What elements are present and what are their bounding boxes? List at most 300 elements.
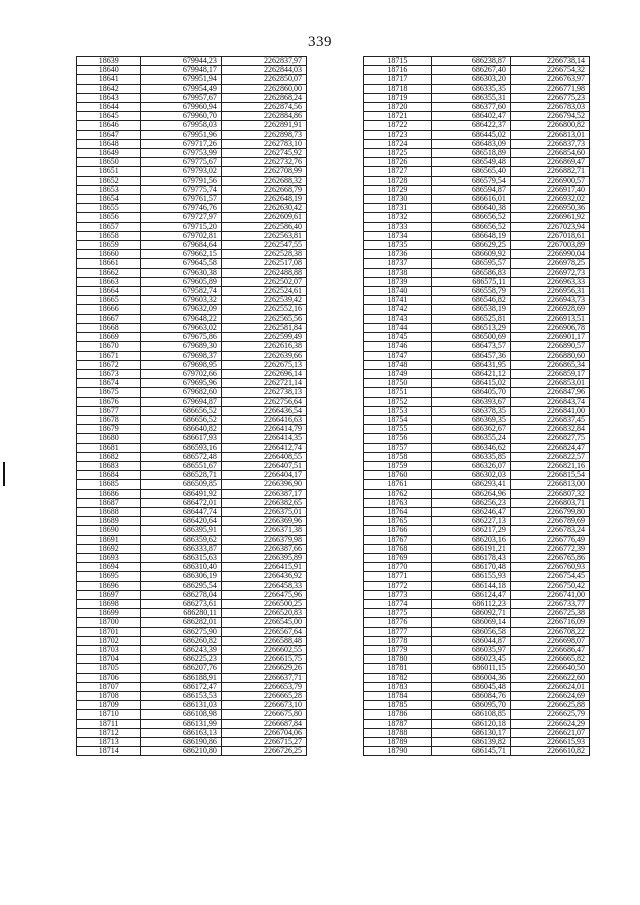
x-coordinate-cell: 686500,69 xyxy=(431,333,510,342)
point-id-cell: 18691 xyxy=(77,535,141,544)
x-coordinate-cell: 679951,94 xyxy=(141,75,222,84)
table-row xyxy=(364,452,590,461)
table-row xyxy=(364,314,590,323)
y-coordinate-cell: 2266882,71 xyxy=(510,167,589,176)
table-row xyxy=(364,461,590,470)
point-id-cell: 18734 xyxy=(364,231,432,240)
y-coordinate-cell: 2266382,65 xyxy=(221,498,306,507)
coordinates-table-right-body xyxy=(364,57,590,756)
point-id-cell: 18668 xyxy=(77,323,141,332)
x-coordinate-cell: 686306,19 xyxy=(141,572,222,581)
x-coordinate-cell: 686108,85 xyxy=(431,710,510,719)
point-id-cell: 18653 xyxy=(77,185,141,194)
table-row xyxy=(364,323,590,332)
table-row xyxy=(364,75,590,84)
y-coordinate-cell: 2266637,71 xyxy=(221,673,306,682)
table-row xyxy=(77,66,307,75)
point-id-cell: 18732 xyxy=(364,213,432,222)
y-coordinate-cell: 2266675,80 xyxy=(221,710,306,719)
x-coordinate-cell: 686315,63 xyxy=(141,553,222,562)
point-id-cell: 18659 xyxy=(77,241,141,250)
point-id-cell: 18695 xyxy=(77,572,141,581)
y-coordinate-cell: 2266799,80 xyxy=(510,507,589,516)
point-id-cell: 18762 xyxy=(364,489,432,498)
x-coordinate-cell: 686023,45 xyxy=(431,655,510,664)
table-row xyxy=(77,646,307,655)
point-id-cell: 18700 xyxy=(77,618,141,627)
table-row xyxy=(364,526,590,535)
point-id-cell: 18682 xyxy=(77,452,141,461)
point-id-cell: 18696 xyxy=(77,581,141,590)
y-coordinate-cell: 2266841,00 xyxy=(510,406,589,415)
table-row xyxy=(364,646,590,655)
table-row xyxy=(364,655,590,664)
x-coordinate-cell: 686303,20 xyxy=(431,75,510,84)
table-row xyxy=(77,572,307,581)
y-coordinate-cell: 2262565,56 xyxy=(221,314,306,323)
y-coordinate-cell: 2266880,60 xyxy=(510,351,589,360)
x-coordinate-cell: 686629,25 xyxy=(431,241,510,250)
x-coordinate-cell: 686447,74 xyxy=(141,507,222,516)
table-row xyxy=(364,710,590,719)
y-coordinate-cell: 2266715,27 xyxy=(221,738,306,747)
x-coordinate-cell: 686120,18 xyxy=(431,719,510,728)
point-id-cell: 18755 xyxy=(364,425,432,434)
x-coordinate-cell: 686369,35 xyxy=(431,415,510,424)
x-coordinate-cell: 679960,94 xyxy=(141,103,222,112)
table-row xyxy=(77,609,307,618)
x-coordinate-cell: 686178,43 xyxy=(431,553,510,562)
x-coordinate-cell: 686217,29 xyxy=(431,526,510,535)
point-id-cell: 18701 xyxy=(77,627,141,636)
point-id-cell: 18746 xyxy=(364,342,432,351)
point-id-cell: 18749 xyxy=(364,369,432,378)
x-coordinate-cell: 679632,09 xyxy=(141,305,222,314)
point-id-cell: 18742 xyxy=(364,305,432,314)
table-row xyxy=(77,176,307,185)
table-row xyxy=(77,388,307,397)
table-row xyxy=(77,480,307,489)
y-coordinate-cell: 2262844,03 xyxy=(221,66,306,75)
table-row xyxy=(77,84,307,93)
table-row xyxy=(77,526,307,535)
table-row xyxy=(77,57,307,66)
table-row xyxy=(77,185,307,194)
point-id-cell: 18640 xyxy=(77,66,141,75)
point-id-cell: 18688 xyxy=(77,507,141,516)
point-id-cell: 18710 xyxy=(77,710,141,719)
point-id-cell: 18667 xyxy=(77,314,141,323)
y-coordinate-cell: 2262675,13 xyxy=(221,360,306,369)
table-row xyxy=(364,480,590,489)
x-coordinate-cell: 686191,21 xyxy=(431,544,510,553)
y-coordinate-cell: 2266615,93 xyxy=(510,738,589,747)
table-row xyxy=(364,57,590,66)
y-coordinate-cell: 2266404,17 xyxy=(221,471,306,480)
table-row xyxy=(77,517,307,526)
y-coordinate-cell: 2262609,61 xyxy=(221,213,306,222)
table-row xyxy=(364,360,590,369)
margin-mark xyxy=(3,462,5,486)
point-id-cell: 18719 xyxy=(364,93,432,102)
point-id-cell: 18739 xyxy=(364,277,432,286)
x-coordinate-cell: 686056,58 xyxy=(431,627,510,636)
x-coordinate-cell: 686131,03 xyxy=(141,701,222,710)
point-id-cell: 18750 xyxy=(364,379,432,388)
point-id-cell: 18783 xyxy=(364,682,432,691)
table-row xyxy=(364,517,590,526)
point-id-cell: 18704 xyxy=(77,655,141,664)
point-id-cell: 18788 xyxy=(364,728,432,737)
y-coordinate-cell: 2266961,92 xyxy=(510,213,589,222)
x-coordinate-cell: 686188,91 xyxy=(141,673,222,682)
table-row xyxy=(77,618,307,627)
table-row xyxy=(364,489,590,498)
coordinates-table-left-body xyxy=(77,57,307,756)
y-coordinate-cell: 2266726,25 xyxy=(221,747,306,756)
table-row xyxy=(77,121,307,130)
table-row xyxy=(77,139,307,148)
x-coordinate-cell: 686095,70 xyxy=(431,701,510,710)
point-id-cell: 18759 xyxy=(364,461,432,470)
y-coordinate-cell: 2266369,96 xyxy=(221,517,306,526)
y-coordinate-cell: 2262524,61 xyxy=(221,287,306,296)
x-coordinate-cell: 686238,87 xyxy=(431,57,510,66)
point-id-cell: 18716 xyxy=(364,66,432,75)
y-coordinate-cell: 2266827,75 xyxy=(510,434,589,443)
y-coordinate-cell: 2262860,00 xyxy=(221,84,306,93)
table-row xyxy=(364,738,590,747)
y-coordinate-cell: 2266640,50 xyxy=(510,664,589,673)
point-id-cell: 18737 xyxy=(364,259,432,268)
x-coordinate-cell: 686558,79 xyxy=(431,287,510,296)
y-coordinate-cell: 2266741,00 xyxy=(510,590,589,599)
table-row xyxy=(364,204,590,213)
x-coordinate-cell: 679603,32 xyxy=(141,296,222,305)
x-coordinate-cell: 679958,03 xyxy=(141,121,222,130)
table-row xyxy=(364,213,590,222)
point-id-cell: 18718 xyxy=(364,84,432,93)
point-id-cell: 18643 xyxy=(77,93,141,102)
x-coordinate-cell: 679605,89 xyxy=(141,277,222,286)
y-coordinate-cell: 2266396,90 xyxy=(221,480,306,489)
table-row xyxy=(77,434,307,443)
y-coordinate-cell: 2266772,39 xyxy=(510,544,589,553)
point-id-cell: 18785 xyxy=(364,701,432,710)
table-row xyxy=(364,176,590,185)
y-coordinate-cell: 2266837,73 xyxy=(510,139,589,148)
x-coordinate-cell: 679954,49 xyxy=(141,84,222,93)
x-coordinate-cell: 686405,70 xyxy=(431,388,510,397)
y-coordinate-cell: 2266913,51 xyxy=(510,314,589,323)
table-row xyxy=(364,287,590,296)
table-row xyxy=(364,471,590,480)
point-id-cell: 18730 xyxy=(364,195,432,204)
y-coordinate-cell: 2266813,00 xyxy=(510,480,589,489)
point-id-cell: 18708 xyxy=(77,692,141,701)
y-coordinate-cell: 2266943,73 xyxy=(510,296,589,305)
y-coordinate-cell: 2266375,01 xyxy=(221,507,306,516)
table-row xyxy=(364,682,590,691)
point-id-cell: 18651 xyxy=(77,167,141,176)
table-row xyxy=(77,314,307,323)
y-coordinate-cell: 2266890,57 xyxy=(510,342,589,351)
table-row xyxy=(77,268,307,277)
point-id-cell: 18784 xyxy=(364,692,432,701)
x-coordinate-cell: 679698,95 xyxy=(141,360,222,369)
x-coordinate-cell: 679702,81 xyxy=(141,231,222,240)
y-coordinate-cell: 2266783,03 xyxy=(510,103,589,112)
point-id-cell: 18777 xyxy=(364,627,432,636)
x-coordinate-cell: 686069,14 xyxy=(431,618,510,627)
y-coordinate-cell: 2267018,61 xyxy=(510,231,589,240)
table-row xyxy=(364,636,590,645)
table-row xyxy=(364,268,590,277)
x-coordinate-cell: 686273,61 xyxy=(141,599,222,608)
x-coordinate-cell: 686131,99 xyxy=(141,719,222,728)
y-coordinate-cell: 2266794,52 xyxy=(510,112,589,121)
point-id-cell: 18685 xyxy=(77,480,141,489)
x-coordinate-cell: 686579,54 xyxy=(431,176,510,185)
y-coordinate-cell: 2266665,82 xyxy=(510,655,589,664)
table-row xyxy=(77,636,307,645)
y-coordinate-cell: 2266853,01 xyxy=(510,379,589,388)
table-row xyxy=(77,75,307,84)
table-row xyxy=(364,507,590,516)
y-coordinate-cell: 2266859,17 xyxy=(510,369,589,378)
y-coordinate-cell: 2262783,10 xyxy=(221,139,306,148)
y-coordinate-cell: 2262756,64 xyxy=(221,397,306,406)
x-coordinate-cell: 686170,48 xyxy=(431,563,510,572)
table-row xyxy=(364,553,590,562)
point-id-cell: 18751 xyxy=(364,388,432,397)
x-coordinate-cell: 686656,52 xyxy=(141,415,222,424)
x-coordinate-cell: 686293,41 xyxy=(431,480,510,489)
x-coordinate-cell: 686595,57 xyxy=(431,259,510,268)
y-coordinate-cell: 2266408,55 xyxy=(221,452,306,461)
x-coordinate-cell: 686092,71 xyxy=(431,609,510,618)
table-row xyxy=(77,379,307,388)
y-coordinate-cell: 2266622,60 xyxy=(510,673,589,682)
x-coordinate-cell: 679682,60 xyxy=(141,388,222,397)
table-row xyxy=(77,719,307,728)
x-coordinate-cell: 679960,70 xyxy=(141,112,222,121)
x-coordinate-cell: 679951,96 xyxy=(141,130,222,139)
point-id-cell: 18664 xyxy=(77,287,141,296)
point-id-cell: 18756 xyxy=(364,434,432,443)
y-coordinate-cell: 2262891,91 xyxy=(221,121,306,130)
y-coordinate-cell: 2266673,10 xyxy=(221,701,306,710)
point-id-cell: 18770 xyxy=(364,563,432,572)
x-coordinate-cell: 679582,74 xyxy=(141,287,222,296)
y-coordinate-cell: 2262868,24 xyxy=(221,93,306,102)
table-row xyxy=(77,563,307,572)
point-id-cell: 18690 xyxy=(77,526,141,535)
point-id-cell: 18724 xyxy=(364,139,432,148)
x-coordinate-cell: 679684,64 xyxy=(141,241,222,250)
y-coordinate-cell: 2262884,86 xyxy=(221,112,306,121)
point-id-cell: 18790 xyxy=(364,747,432,756)
x-coordinate-cell: 686172,47 xyxy=(141,682,222,691)
x-coordinate-cell: 686207,76 xyxy=(141,664,222,673)
y-coordinate-cell: 2266625,88 xyxy=(510,701,589,710)
x-coordinate-cell: 686593,16 xyxy=(141,443,222,452)
x-coordinate-cell: 686153,53 xyxy=(141,692,222,701)
point-id-cell: 18675 xyxy=(77,388,141,397)
point-id-cell: 18752 xyxy=(364,397,432,406)
table-row xyxy=(77,599,307,608)
x-coordinate-cell: 686203,16 xyxy=(431,535,510,544)
table-row xyxy=(77,351,307,360)
y-coordinate-cell: 2266837,45 xyxy=(510,415,589,424)
x-coordinate-cell: 686346,62 xyxy=(431,443,510,452)
table-row xyxy=(77,93,307,102)
point-id-cell: 18680 xyxy=(77,434,141,443)
table-row xyxy=(364,149,590,158)
table-row xyxy=(364,425,590,434)
point-id-cell: 18780 xyxy=(364,655,432,664)
table-row xyxy=(364,563,590,572)
x-coordinate-cell: 686326,07 xyxy=(431,461,510,470)
y-coordinate-cell: 2262648,19 xyxy=(221,195,306,204)
x-coordinate-cell: 686335,35 xyxy=(431,84,510,93)
table-row xyxy=(364,406,590,415)
table-row xyxy=(77,498,307,507)
y-coordinate-cell: 2262874,56 xyxy=(221,103,306,112)
y-coordinate-cell: 2266371,38 xyxy=(221,526,306,535)
x-coordinate-cell: 686264,96 xyxy=(431,489,510,498)
table-row xyxy=(77,692,307,701)
x-coordinate-cell: 686648,19 xyxy=(431,231,510,240)
y-coordinate-cell: 2266379,98 xyxy=(221,535,306,544)
point-id-cell: 18763 xyxy=(364,498,432,507)
y-coordinate-cell: 2266950,36 xyxy=(510,204,589,213)
point-id-cell: 18772 xyxy=(364,581,432,590)
x-coordinate-cell: 686355,31 xyxy=(431,93,510,102)
x-coordinate-cell: 686045,48 xyxy=(431,682,510,691)
x-coordinate-cell: 686586,83 xyxy=(431,268,510,277)
x-coordinate-cell: 679645,58 xyxy=(141,259,222,268)
y-coordinate-cell: 2262586,40 xyxy=(221,222,306,231)
table-row xyxy=(364,609,590,618)
x-coordinate-cell: 686267,40 xyxy=(431,66,510,75)
y-coordinate-cell: 2266854,60 xyxy=(510,149,589,158)
x-coordinate-cell: 686509,85 xyxy=(141,480,222,489)
y-coordinate-cell: 2266963,33 xyxy=(510,277,589,286)
y-coordinate-cell: 2266414,35 xyxy=(221,434,306,443)
table-row xyxy=(77,664,307,673)
y-coordinate-cell: 2266698,07 xyxy=(510,636,589,645)
point-id-cell: 18669 xyxy=(77,333,141,342)
x-coordinate-cell: 686243,39 xyxy=(141,646,222,655)
x-coordinate-cell: 679746,76 xyxy=(141,204,222,213)
point-id-cell: 18650 xyxy=(77,158,141,167)
y-coordinate-cell: 2266395,89 xyxy=(221,553,306,562)
table-row xyxy=(364,231,590,240)
table-row xyxy=(77,167,307,176)
table-row xyxy=(364,415,590,424)
x-coordinate-cell: 686549,48 xyxy=(431,158,510,167)
y-coordinate-cell: 2266847,96 xyxy=(510,388,589,397)
table-row xyxy=(364,728,590,737)
x-coordinate-cell: 686227,13 xyxy=(431,517,510,526)
table-row xyxy=(77,277,307,286)
y-coordinate-cell: 2266789,69 xyxy=(510,517,589,526)
point-id-cell: 18779 xyxy=(364,646,432,655)
point-id-cell: 18654 xyxy=(77,195,141,204)
y-coordinate-cell: 2266436,54 xyxy=(221,406,306,415)
y-coordinate-cell: 2262708,99 xyxy=(221,167,306,176)
point-id-cell: 18662 xyxy=(77,268,141,277)
x-coordinate-cell: 686295,54 xyxy=(141,581,222,590)
y-coordinate-cell: 2266567,64 xyxy=(221,627,306,636)
x-coordinate-cell: 679791,56 xyxy=(141,176,222,185)
x-coordinate-cell: 686278,04 xyxy=(141,590,222,599)
table-row xyxy=(364,296,590,305)
y-coordinate-cell: 2262745,92 xyxy=(221,149,306,158)
point-id-cell: 18773 xyxy=(364,590,432,599)
y-coordinate-cell: 2266624,01 xyxy=(510,682,589,691)
x-coordinate-cell: 679689,30 xyxy=(141,342,222,351)
x-coordinate-cell: 679727,97 xyxy=(141,213,222,222)
y-coordinate-cell: 2266972,73 xyxy=(510,268,589,277)
table-row xyxy=(364,139,590,148)
y-coordinate-cell: 2262528,38 xyxy=(221,250,306,259)
table-row xyxy=(364,535,590,544)
y-coordinate-cell: 2262850,07 xyxy=(221,75,306,84)
y-coordinate-cell: 2266415,91 xyxy=(221,563,306,572)
x-coordinate-cell: 686256,23 xyxy=(431,498,510,507)
table-row xyxy=(364,66,590,75)
table-row xyxy=(364,581,590,590)
y-coordinate-cell: 2266500,25 xyxy=(221,599,306,608)
point-id-cell: 18687 xyxy=(77,498,141,507)
table-row xyxy=(364,167,590,176)
y-coordinate-cell: 2266545,00 xyxy=(221,618,306,627)
y-coordinate-cell: 2266832,84 xyxy=(510,425,589,434)
x-coordinate-cell: 686130,17 xyxy=(431,728,510,737)
y-coordinate-cell: 2266750,42 xyxy=(510,581,589,590)
point-id-cell: 18738 xyxy=(364,268,432,277)
point-id-cell: 18743 xyxy=(364,314,432,323)
point-id-cell: 18683 xyxy=(77,461,141,470)
table-row xyxy=(364,158,590,167)
y-coordinate-cell: 2262630,42 xyxy=(221,204,306,213)
y-coordinate-cell: 2266869,47 xyxy=(510,158,589,167)
point-id-cell: 18665 xyxy=(77,296,141,305)
table-row xyxy=(77,406,307,415)
table-row xyxy=(364,673,590,682)
y-coordinate-cell: 2262502,07 xyxy=(221,277,306,286)
point-id-cell: 18720 xyxy=(364,103,432,112)
table-row xyxy=(77,259,307,268)
y-coordinate-cell: 2266765,86 xyxy=(510,553,589,562)
x-coordinate-cell: 679702,66 xyxy=(141,369,222,378)
table-row xyxy=(77,471,307,480)
x-coordinate-cell: 686617,93 xyxy=(141,434,222,443)
y-coordinate-cell: 2262547,55 xyxy=(221,241,306,250)
point-id-cell: 18774 xyxy=(364,599,432,608)
point-id-cell: 18729 xyxy=(364,185,432,194)
point-id-cell: 18766 xyxy=(364,526,432,535)
y-coordinate-cell: 2266783,24 xyxy=(510,526,589,535)
table-row xyxy=(77,222,307,231)
point-id-cell: 18678 xyxy=(77,415,141,424)
y-coordinate-cell: 2266387,17 xyxy=(221,489,306,498)
point-id-cell: 18717 xyxy=(364,75,432,84)
y-coordinate-cell: 2266610,82 xyxy=(510,747,589,756)
x-coordinate-cell: 686640,82 xyxy=(141,425,222,434)
